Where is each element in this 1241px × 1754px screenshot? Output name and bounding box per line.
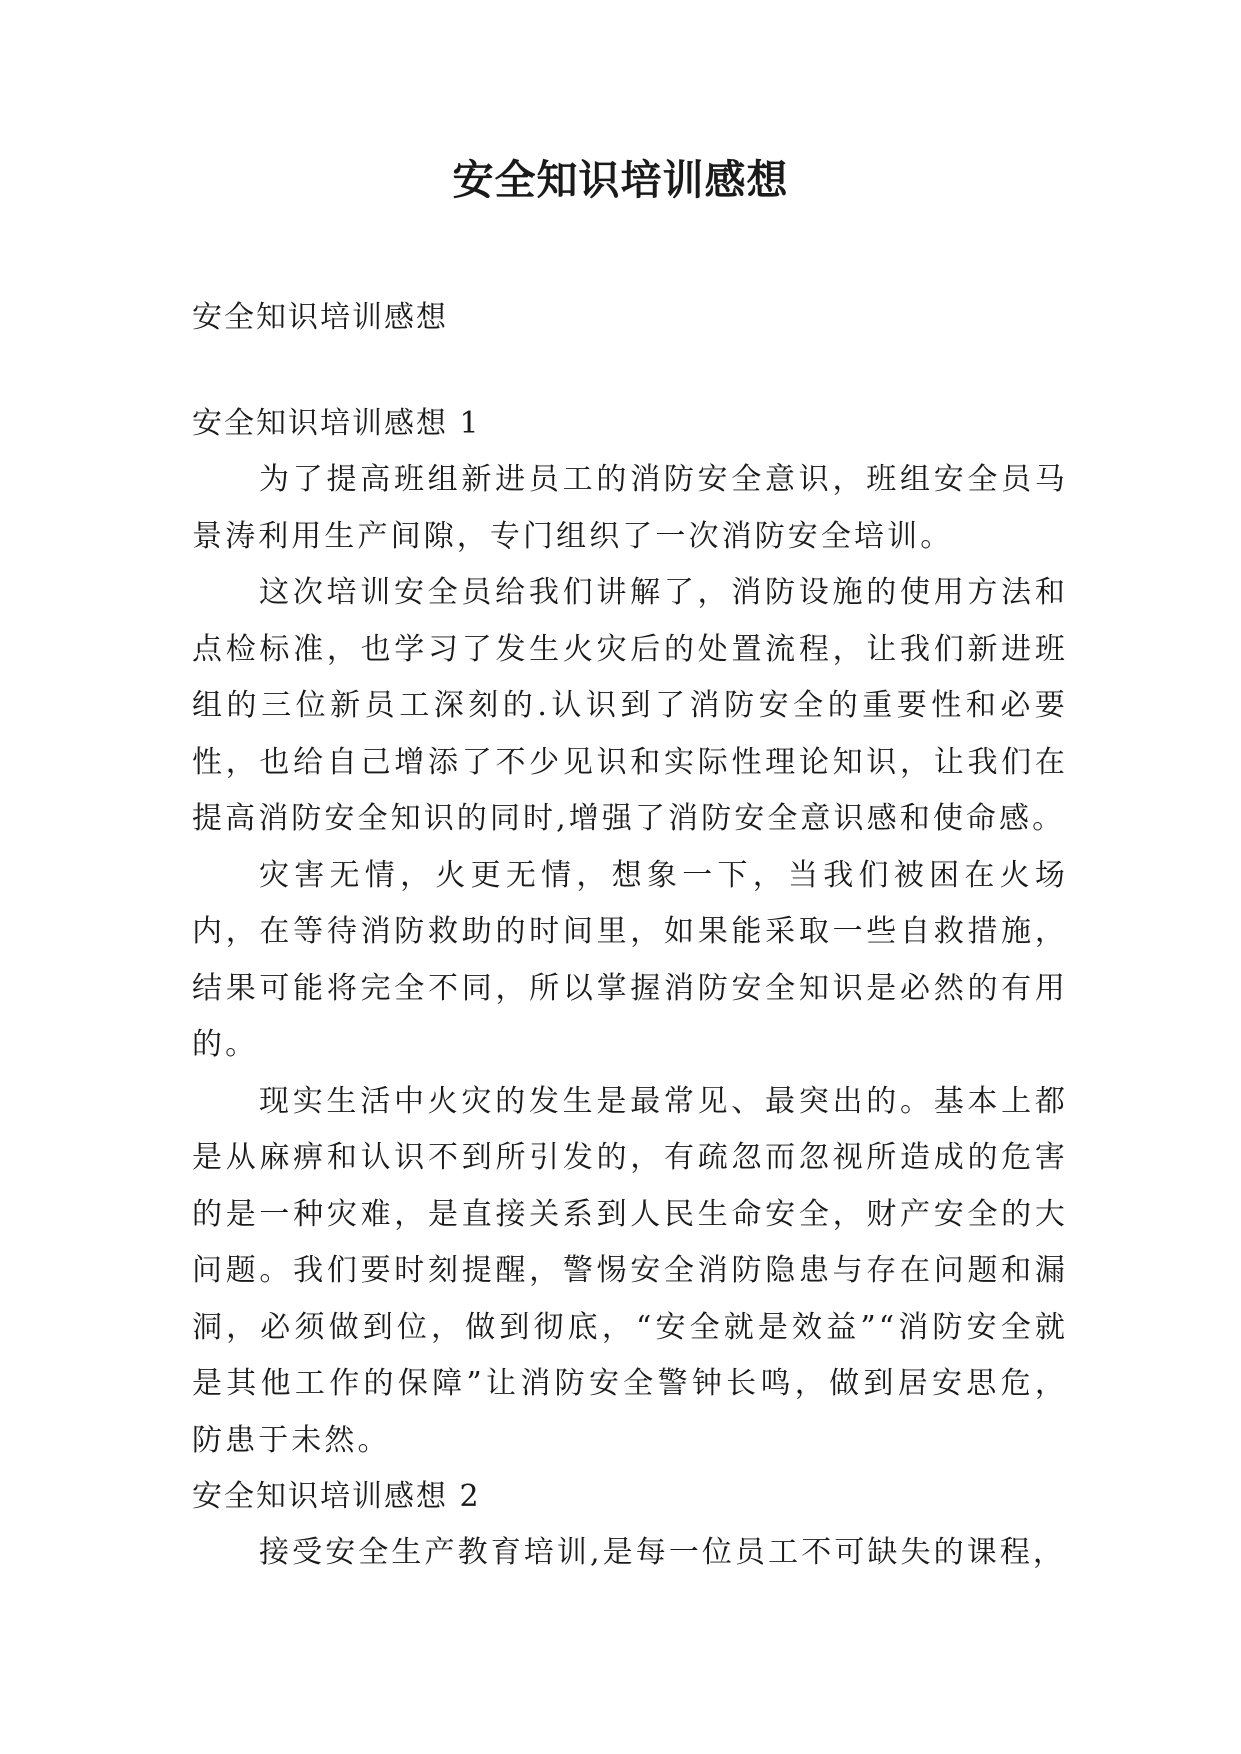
paragraph: 为了提高班组新进员工的消防安全意识，班组安全员马景涛利用生产间隙，专门组织了一次消防安全培训。	[192, 462, 1068, 554]
document-body	[192, 290, 1068, 1582]
paragraph: 这次培训安全员给我们讲解了，消防设施的使用方法和点检标准，也学习了发生火灾后的处置流程，让我们新进班组的三位新员工深刻的.认识到了消防安全的重要性和必要性，也给自己增添了不少见识和实际性理论知识，让我们在提高消防安全知识的同时,增强了消防安全意识感和使命感。	[192, 575, 1068, 836]
paragraph: 现实生活中火灾的发生是最常见、最突出的。基本上都是从麻痹和认识不到所引发的，有疏忽而忽视所造成的危害的是一种灾难，是直接关系到人民生命安全，财产安全的大问题。我们要时刻提醒，警惕安全消防隐患与存在问题和漏洞，必须做到位，做到彻底，“安全就是效益”“消防安全就是其他工作的保障”让消防安全警钟长鸣，做到居安思危，防患于未然。	[192, 1083, 1068, 1458]
section-1	[192, 396, 1068, 1469]
section-heading: 安全知识培训感想 2	[192, 1479, 481, 1514]
section-heading: 安全知识培训感想 1	[192, 406, 481, 441]
paragraph: 灾害无情，火更无情，想象一下，当我们被困在火场内，在等待消防救助的时间里，如果能采取一些自救措施，结果可能将完全不同，所以掌握消防安全知识是必然的有用的。	[192, 857, 1068, 1062]
paragraph: 接受安全生产教育培训,是每一位员工不可缺失的课程，	[259, 1535, 1067, 1570]
document-subtitle: 安全知识培训感想	[192, 300, 448, 335]
document-title: 安全知识培训感想	[452, 156, 789, 204]
section-2	[192, 1469, 1068, 1582]
